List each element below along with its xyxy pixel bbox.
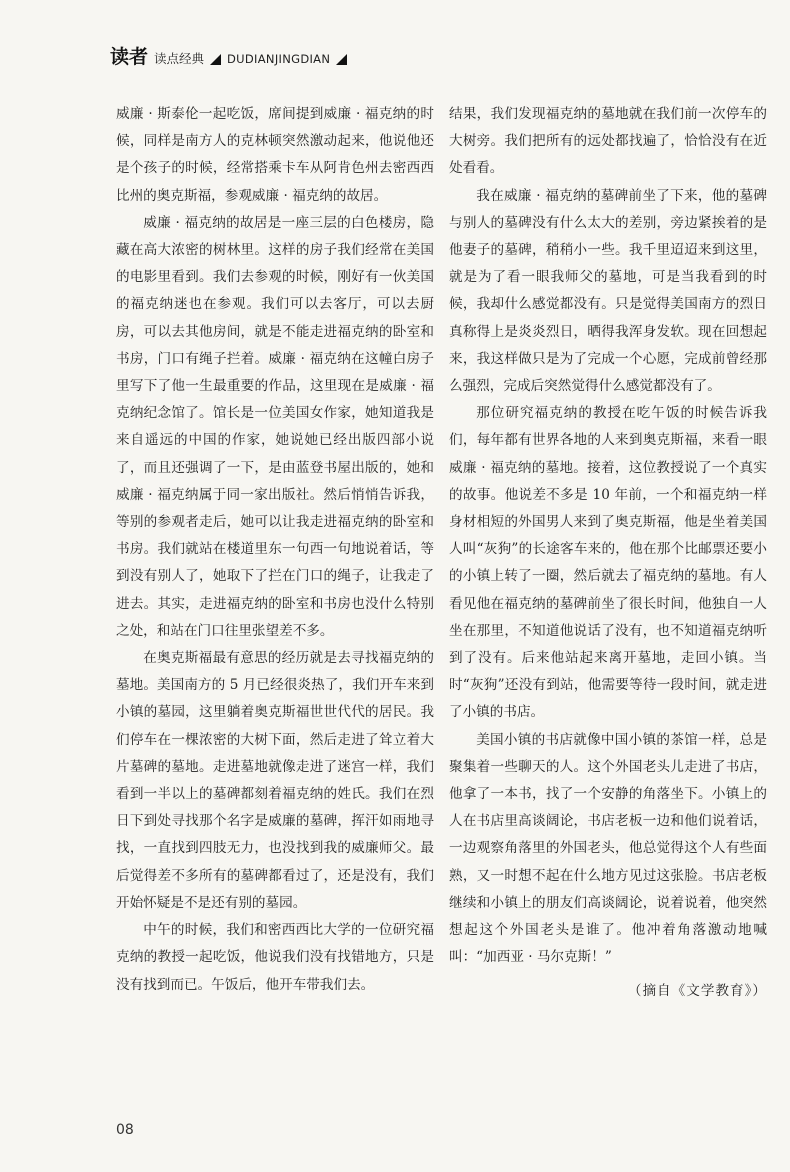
paragraph: 结果，我们发现福克纳的墓地就在我们前一次停车的大树旁。我们把所有的远处都找遍了，恰恰没有在近处看看。	[449, 106, 767, 177]
source-citation: （摘自《文学教育》）	[627, 982, 767, 999]
paragraph: 在奥克斯福最有意思的经历就是去寻找福克纳的墓地。美国南方的 5 月已经很炎热了，我们开车来到小镇的墓园，这里躺着奥克斯福世世代代的居民。我们停车在一棵浓密的大树下面，然后走进了耸立着大片墓碑的墓地。走进墓地就像走进了迷宫一样，我们看到一半以上的墓碑都刻着福克纳的姓氏。我们在烈日下到处寻找那个名字是威廉的墓碑，挥汗如雨地寻找，一直找到四肢无力，也没找到我的威廉师父。最后觉得差不多所有的墓碑都看过了，还是没有，我们开始怀疑是不是还有别的墓园。	[116, 650, 434, 911]
paragraph: 美国小镇的书店就像中国小镇的茶馆一样，总是聚集着一些聊天的人。这个外国老头儿走进了书店，他拿了一本书，找了一个安静的角落坐下。小镇上的人在书店里高谈阔论，书店老板一边和他们说着话，一边观察角落里的外国老头，他总觉得这个人有些面熟，又一时想不起在什么地方见过这张脸。书店老板继续和小镇上的朋友们高谈阔论，说着说着，他突然想起这个外国老头是谁了。他冲着角落激动地喊叫：“加西亚 · 马尔克斯！”	[449, 731, 767, 966]
paragraph: 中午的时候，我们和密西西比大学的一位研究福克纳的教授一起吃饭，他说我们没有找错地方，只是没有找到而已。午饭后，他开车带我们去。	[116, 922, 434, 993]
page-number: 08	[116, 1122, 134, 1138]
paragraph: 那位研究福克纳的教授在吃午饭的时候告诉我们，每年都有世界各地的人来到奥克斯福，来看一眼威廉 · 福克纳的墓地。接着，这位教授说了一个真实的故事。他说差不多是 10 年前，一个和福克纳一样身材相短的外国男人来到了奥克斯福，他是坐着美国人叫“灰狗”的长途客车来的，他在那个比邮票还要小的小镇上转了一圈，然后就去了福克纳的墓地。有人看见他在福克纳的墓碑前坐了很长时间，他独自一人坐在那里，不知道他说话了没有，也不知道福克纳听到了没有。后来他站起来离开墓地，走回小镇。当时“灰狗”还没有到站，他需要等待一段时间，就走进了小镇的书店。	[449, 405, 767, 721]
magazine-brand: 读者	[110, 46, 149, 68]
section-name: 读点经典	[154, 51, 205, 66]
left-column	[116, 101, 434, 999]
paragraph: 威廉 · 斯泰伦一起吃饭，席间提到威廉 · 福克纳的时候，同样是南方人的克林顿突然激动起来，他说他还是个孩子的时候，经常搭乘卡车从阿肯色州去密西西比州的奥克斯福，参观威廉 · 福克纳的故居。	[116, 106, 434, 204]
triangle-marker-icon	[210, 54, 221, 65]
triangle-marker-icon	[336, 54, 347, 65]
section-pinyin: DUDIANJINGDIAN	[227, 52, 331, 66]
running-header	[110, 46, 347, 68]
paragraph: 威廉 · 福克纳的故居是一座三层的白色楼房，隐藏在高大浓密的树林里。这样的房子我们经常在美国的电影里看到。我们去参观的时候，刚好有一伙美国的福克纳迷也在参观。我们可以去客厅，可以去厨房，可以去其他房间，就是不能走进福克纳的卧室和书房，门口有绳子拦着。威廉 · 福克纳在这幢白房子里写下了他一生最重要的作品，这里现在是威廉 · 福克纳纪念馆了。馆长是一位美国女作家，她知道我是来自遥远的中国的作家，她说她已经出版四部小说了，而且还强调了一下，是由蓝登书屋出版的，她和威廉 · 福克纳属于同一家出版社。然后悄悄告诉我，等别的参观者走后，她可以让我走进福克纳的卧室和书房。我们就站在楼道里东一句西一句地说着话，等到没有别人了，她取下了拦在门口的绳子，让我走了进去。其实，走进福克纳的卧室和书房也没什么特别之处，和站在门口往里张望差不多。	[116, 214, 434, 639]
right-column	[449, 101, 767, 1005]
paragraph: 我在威廉 · 福克纳的墓碑前坐了下来，他的墓碑与别人的墓碑没有什么太大的差别，旁边紧挨着的是他妻子的墓碑，稍稍小一些。我千里迢迢来到这里，就是为了看一眼我师父的墓地，可是当我看到的时候，我却什么感觉都没有。只是觉得美国南方的烈日真称得上是炎炎烈日，晒得我浑身发软。现在回想起来，我这样做只是为了完成一个心愿，完成前曾经那么强烈，完成后突然觉得什么感觉都没有了。	[449, 187, 767, 395]
